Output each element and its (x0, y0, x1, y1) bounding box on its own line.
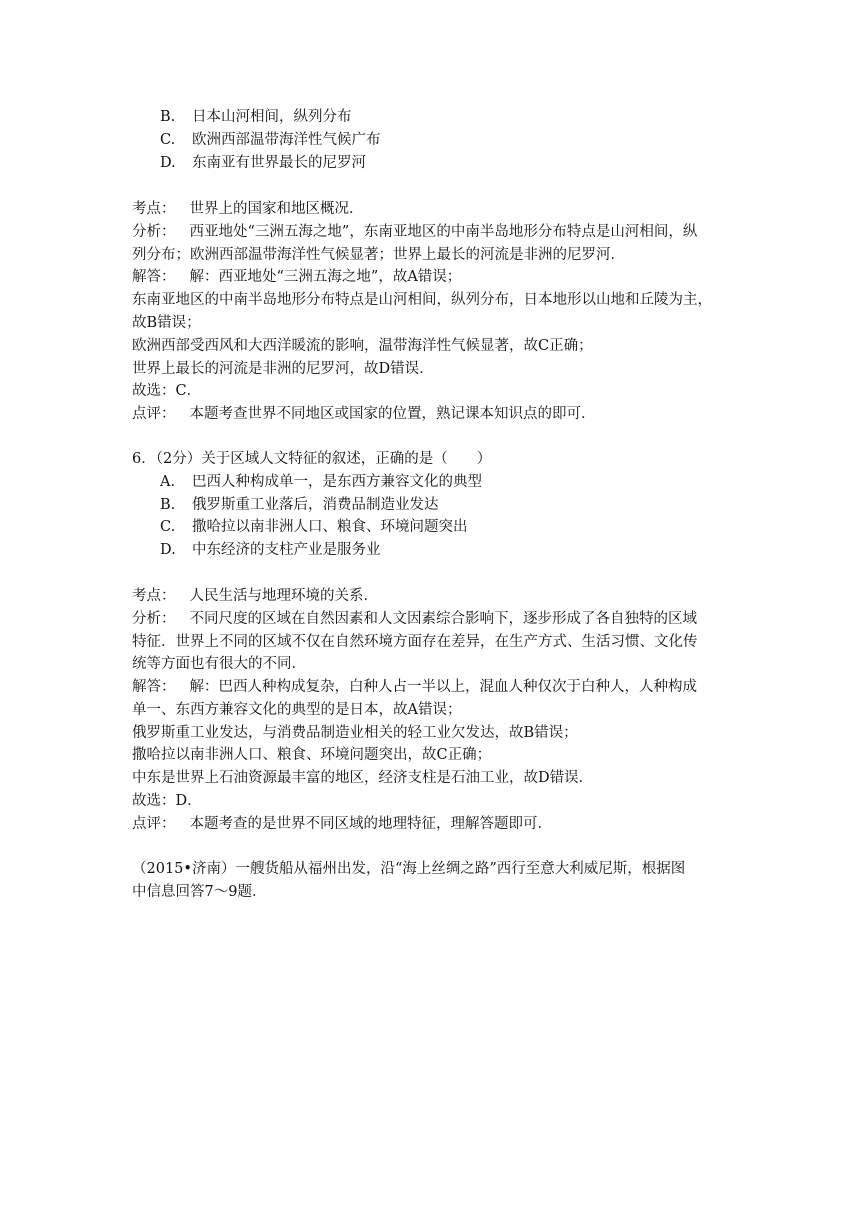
q6-answer: 故选：D． (132, 793, 202, 809)
q6-fenxi-line-2: 特征．世界上不同的区域不仅在自然环境方面存在差异，在生产方式、生活习惯、文化传 (132, 634, 698, 650)
q5-option-c (160, 129, 745, 151)
q6-option-b (160, 494, 745, 516)
fenxi-label: 分析： (132, 611, 176, 627)
q6-option-d (160, 539, 745, 561)
option-text: 巴西人种构成单一，是东西方兼容文化的典型 (192, 474, 482, 490)
q5-jieda-line-3: 故B错误； (132, 315, 201, 331)
option-key: D. (160, 155, 176, 171)
option-text: 东南亚有世界最长的尼罗河 (192, 155, 366, 171)
option-key: B. (160, 109, 176, 125)
dianping-label: 点评： (132, 816, 176, 832)
intro-line-2: 中信息回答7～9题． (132, 884, 267, 900)
option-text: 撒哈拉以南非洲人口、粮食、环境问题突出 (192, 519, 468, 535)
fenxi-text: 西亚地处“三洲五海之地”，东南亚地区的中南半岛地形分布特点是山河相间，纵 (189, 224, 698, 240)
q5-jieda-line-4: 欧洲西部受西风和大西洋暖流的影响，温带海洋性气候显著，故C正确； (132, 338, 593, 354)
kaodian-label: 考点： (132, 201, 176, 217)
q6-jieda-line-1 (132, 676, 745, 698)
option-key: C. (160, 519, 176, 535)
jieda-text: 解：西亚地处“三洲五海之地”，故A错误； (189, 269, 462, 285)
q6-jieda-line-5: 中东是世界上石油资源最丰富的地区，经济支柱是石油工业，故D错误． (132, 770, 594, 786)
option-key: B. (160, 497, 176, 513)
kaodian-text: 人民生活与地理环境的关系． (189, 588, 378, 604)
option-text: 日本山河相间，纵列分布 (192, 109, 352, 125)
option-key: A. (160, 474, 176, 490)
q5-option-d (160, 152, 745, 174)
intro-line-1: （2015•济南）一艘货船从福州出发，沿“海上丝绸之路”西行至意大利威尼斯，根据图 (132, 861, 686, 877)
jieda-text: 解：巴西人种构成复杂，白种人占一半以上，混血人种仅次于白种人，人种构成 (189, 679, 697, 695)
q5-jieda-line-1 (132, 266, 745, 288)
q5-fenxi-line-2: 列分布；欧洲西部温带海洋性气候显著；世界上最长的河流是非洲的尼罗河． (132, 247, 625, 263)
option-text: 欧洲西部温带海洋性气候广布 (192, 132, 381, 148)
kaodian-label: 考点： (132, 588, 176, 604)
q5-jieda-line-2: 东南亚地区的中南半岛地形分布特点是山河相间，纵列分布，日本地形以山地和丘陵为主， (132, 292, 712, 308)
fenxi-label: 分析： (132, 224, 176, 240)
q5-dianping (132, 403, 745, 425)
q5-fenxi-line-1 (132, 221, 745, 243)
q6-stem: 6．（2分）关于区域人文特征的叙述，正确的是（ ） (132, 451, 492, 467)
kaodian-text: 世界上的国家和地区概况． (189, 201, 364, 217)
jieda-label: 解答： (132, 269, 176, 285)
q6-fenxi-line-1 (132, 608, 745, 630)
q6-option-c (160, 516, 745, 538)
q5-jieda-line-5: 世界上最长的河流是非洲的尼罗河，故D错误． (132, 361, 434, 377)
q6-fenxi-line-3: 统等方面也有很大的不同． (132, 656, 306, 672)
jieda-label: 解答： (132, 679, 176, 695)
q6-jieda-line-2: 单一、东西方兼容文化的典型的是日本，故A错误； (132, 702, 462, 718)
dianping-text: 本题考查的是世界不同区域的地理特征，理解答题即可． (189, 816, 552, 832)
fenxi-text: 不同尺度的区域在自然因素和人文因素综合影响下，逐步形成了各自独特的区域 (189, 611, 697, 627)
option-text: 中东经济的支柱产业是服务业 (192, 542, 381, 558)
q6-option-a (160, 471, 745, 493)
q6-jieda-line-4: 撒哈拉以南非洲人口、粮食、环境问题突出，故C正确； (132, 747, 492, 763)
dianping-text: 本题考查世界不同地区或国家的位置，熟记课本知识点的即可． (189, 406, 596, 422)
option-text: 俄罗斯重工业落后，消费品制造业发达 (192, 497, 439, 513)
option-key: D. (160, 542, 176, 558)
q5-answer: 故选：C． (132, 383, 202, 399)
q5-kaodian (132, 198, 745, 220)
dianping-label: 点评： (132, 406, 176, 422)
q6-dianping (132, 813, 745, 835)
q6-kaodian (132, 585, 745, 607)
q5-option-b (160, 106, 745, 128)
option-key: C. (160, 132, 176, 148)
q6-jieda-line-3: 俄罗斯重工业发达，与消费品制造业相关的轻工业欠发达，故B错误； (132, 725, 578, 741)
